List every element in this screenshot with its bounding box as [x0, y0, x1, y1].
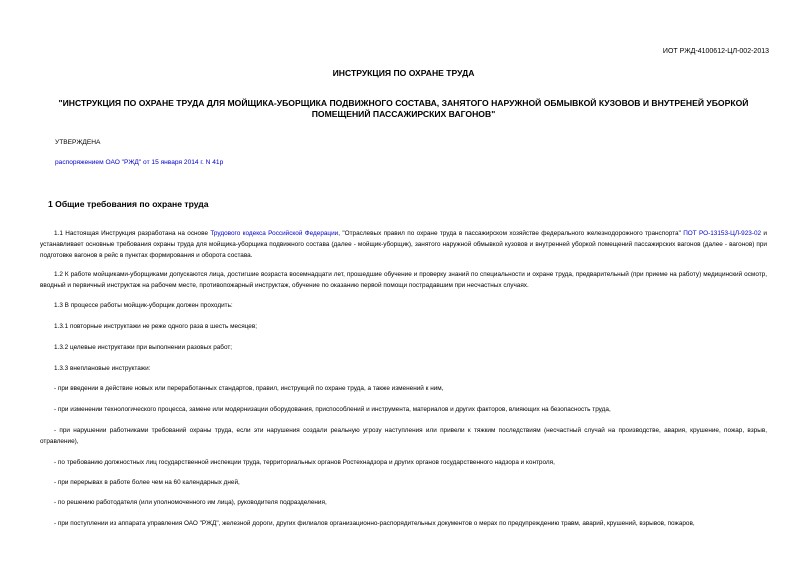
labor-code-link[interactable]: Трудового кодекса Российской Федерации	[210, 230, 339, 237]
paragraph-1-1-text-end: и устанавливает основные требования охраны труда для мойщика-уборщика подвижного состава (далее - мойщик-уборщик), занятого наружной обмывкой кузовов и внутренней уборкой помещений пассажирских вагонов (далее - вагонов) при подготовке вагонов в рейс в пунктах формирования и оборота состава.	[40, 230, 767, 259]
list-item: - при перерывах в работе более чем на 60 календарных дней,	[54, 479, 240, 486]
paragraph-1-1	[40, 229, 767, 261]
paragraph-1-3-2: 1.3.2 целевые инструктажи при выполнении разовых работ;	[54, 344, 233, 351]
section-1-title: 1 Общие требования по охране труда	[48, 199, 209, 209]
list-item: - по решению работодателя (или уполномоченного им лица), руководителя подразделения,	[54, 499, 327, 506]
paragraph-1-3: 1.3 В процессе работы мойщик-уборщик должен проходить:	[54, 302, 233, 309]
paragraph-1-1-text-start: 1.1 Настоящая Инструкция разработана на основе	[54, 230, 211, 237]
list-item: - по требованию должностных лиц государственной инспекции труда, территориальных органов Ростехнадзора и других органов государственного надзора и контроля,	[54, 459, 555, 466]
list-item: - при нарушении работниками требований охраны труда, если эти нарушения создали реальную угрозу наступления или привели к тяжким последствиям (несчастный случай на производстве, авария, крушение, пожар, взрыв, отравление),	[40, 427, 767, 445]
document-code: ИОТ РЖД-4100612-ЦЛ-002-2013	[662, 48, 769, 55]
approval-order-link[interactable]: распоряжением ОАО "РЖД" от 15 января 2014 г. N 41р	[55, 159, 224, 166]
list-item: - при введении в действие новых или переработанных стандартов, правил, инструкций по охране труда, а также изменений к ним,	[54, 385, 444, 392]
pot-ro-link[interactable]: ПОТ РО-13153-ЦЛ-923-02	[683, 230, 762, 237]
list-item: - при изменении технологического процесса, замене или модернизации оборудования, приспособлений и инструмента, материалов и других факторов, влияющих на безопасность труда,	[54, 406, 611, 413]
paragraph-1-1-text-middle: , "Отраслевых правил по охране труда в пассажирском хозяйстве федерального железнодорожного транспорта"	[338, 230, 684, 237]
document-heading: ИНСТРУКЦИЯ ПО ОХРАНЕ ТРУДА	[332, 68, 475, 78]
approved-label: УТВЕРЖДЕНА	[55, 139, 101, 146]
paragraph-1-3-3: 1.3.3 внеплановые инструктажи:	[54, 365, 151, 372]
list-item: - при поступлении из аппарата управления ОАО "РЖД", железной дороги, других филиалов организационно-распорядительных документов о мерах по предупреждению травм, аварий, крушений, взрывов, пожаров,	[54, 520, 695, 527]
document-title: "ИНСТРУКЦИЯ ПО ОХРАНЕ ТРУДА ДЛЯ МОЙЩИКА-УБОРЩИКА ПОДВИЖНОГО СОСТАВА, ЗАНЯТОГО НАРУЖНОЙ ОБМЫВКОЙ КУЗОВОВ И ВНУТРЕНЕЙ УБОРКОЙ ПОМЕЩЕНИЙ ПАССАЖИРСКИХ ВАГОНОВ"	[58, 98, 749, 119]
paragraph-1-2: 1.2 К работе мойщиками-уборщиками допускаются лица, достигшие возраста восемнадцати лет, прошедшие обучение и проверку знаний по специальности и охране труда, предварительный (при приеме на работу) медицинский осмотр, вводный и первичный инструктаж на рабочем месте, противопожарный инструктаж, обучение по оказанию первой помощи пострадавшим при несчастных случаях.	[40, 271, 767, 289]
paragraph-1-3-1: 1.3.1 повторные инструктажи не реже одного раза в шесть месяцев;	[54, 323, 258, 330]
